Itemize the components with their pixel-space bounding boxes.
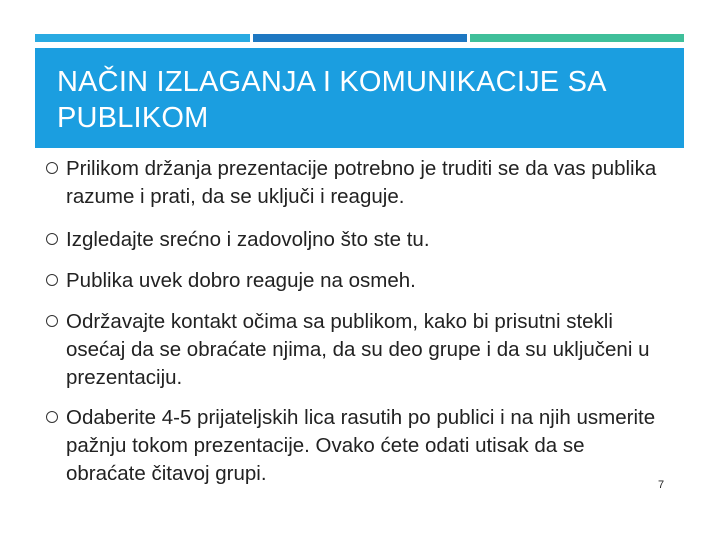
circle-bullet-icon (46, 315, 58, 327)
accent-bar-middle (253, 34, 467, 42)
circle-bullet-icon (46, 162, 58, 174)
bullet-item (44, 267, 664, 295)
bullet-text: Publika uvek dobro reaguje na osmeh. (66, 269, 416, 292)
bullet-item (44, 404, 664, 488)
bullet-text: Izgledajte srećno i zadovoljno što ste tu. (66, 228, 430, 251)
accent-bar-left (35, 34, 250, 42)
circle-bullet-icon (46, 411, 58, 423)
bullet-item (44, 155, 664, 211)
page-number: 7 (658, 479, 665, 491)
slide-title: NAČIN IZLAGANJA I KOMUNIKACIJE SA PUBLIKOM (57, 66, 606, 134)
bullet-item (44, 308, 664, 392)
circle-bullet-icon (46, 274, 58, 286)
bullet-text: Održavajte kontakt očima sa publikom, kako bi prisutni stekli osećaj da se obraćate njima, da su deo grupe i da su uključeni u prezentaciju. (66, 310, 650, 389)
bullet-text: Prilikom držanja prezentacije potrebno je truditi se da vas publika razume i prati, da se uključi i reaguje. (66, 157, 657, 208)
bullet-text: Odaberite 4-5 prijateljskih lica rasutih po publici i na njih usmerite pažnju tokom prezentacije. Ovako ćete odati utisak da se obraćate čitavoj grupi. (66, 406, 656, 485)
accent-bar-right (470, 34, 684, 42)
circle-bullet-icon (46, 233, 58, 245)
bullet-item (44, 226, 664, 254)
title-banner (35, 48, 684, 148)
bullet-list (44, 155, 664, 488)
